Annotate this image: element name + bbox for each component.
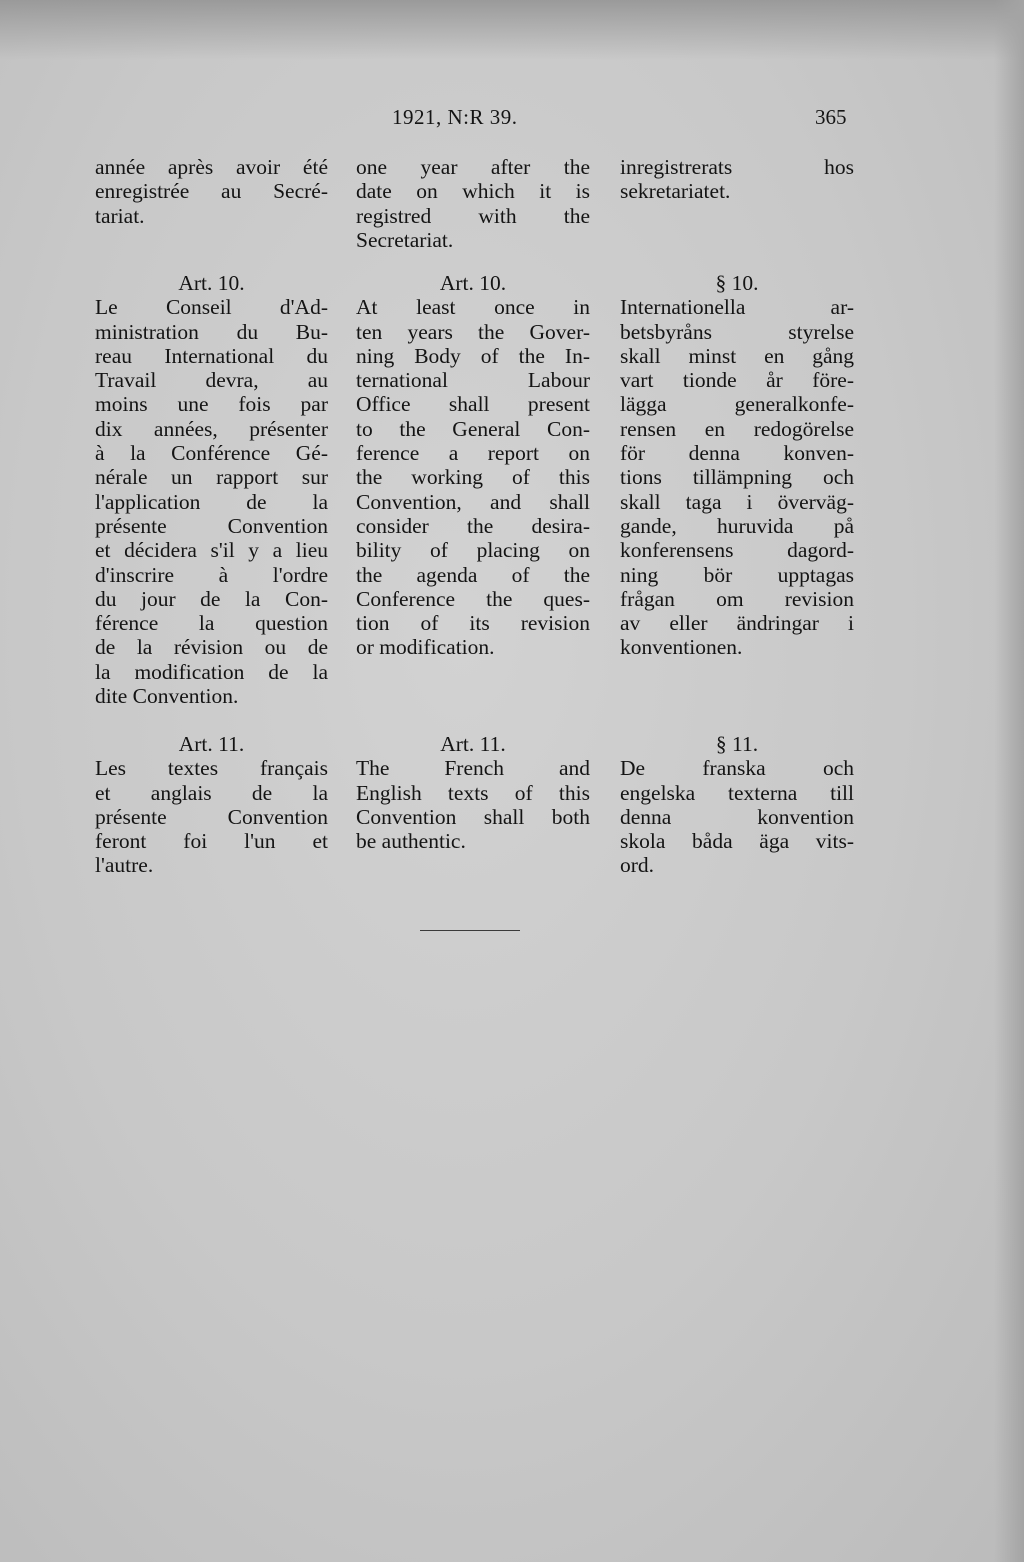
text-line: dix années, présenter (95, 416, 328, 441)
swedish-art10-heading: § 10. (715, 271, 759, 295)
text-line: férence la question (95, 611, 328, 636)
text-line: frågan om revision (620, 586, 854, 611)
french-intro (95, 155, 328, 228)
text-line: Office shall present (356, 392, 590, 417)
french-art10-text (95, 295, 328, 708)
text-line: présente Convention (95, 513, 328, 538)
text-line: Les textes français (95, 756, 328, 781)
swedish-art11 (620, 732, 854, 878)
english-art11-heading: Art. 11. (440, 732, 506, 756)
footnote-rule (420, 930, 520, 931)
english-art10 (356, 271, 590, 660)
text-line: reau International du (95, 343, 328, 368)
text-line: du jour de la Con- (95, 586, 328, 611)
text-line: skola båda äga vits- (620, 829, 854, 854)
text-line: l'autre. (95, 853, 154, 878)
text-line: enregistrée au Secré- (95, 179, 328, 204)
text-line: inregistrerats hos (620, 155, 854, 179)
text-line: ord. (620, 853, 655, 878)
french-art11-heading: Art. 11. (178, 732, 245, 756)
english-art10-text (356, 295, 590, 659)
text-line: bility of placing on (356, 538, 590, 563)
text-line: denna konvention (620, 804, 854, 829)
text-line: one year after the (356, 155, 590, 179)
text-line: ference a report on (356, 441, 590, 466)
text-line: consider the desira- (356, 513, 590, 538)
text-line: konventionen. (620, 635, 743, 660)
swedish-art10-text (620, 295, 854, 659)
text-line: registred with the (356, 203, 590, 228)
text-line: à la Conférence Gé- (95, 441, 328, 466)
english-art10-heading: Art. 10. (439, 271, 507, 295)
text-line: skall taga i överväg- (620, 489, 854, 514)
text-line: för denna konven- (620, 441, 854, 466)
text-line: or modification. (356, 635, 495, 660)
text-line: ning bör upptagas (620, 562, 854, 587)
text-line: av eller ändringar i (620, 611, 854, 636)
text-line: be authentic. (356, 829, 466, 854)
text-line: Convention, and shall (356, 489, 590, 514)
swedish-intro (620, 155, 854, 204)
text-line: la modification de la (95, 659, 328, 684)
text-line: tariat. (95, 203, 145, 228)
text-line: ministration du Bu- (95, 319, 328, 344)
english-intro (356, 155, 590, 252)
text-line: tion of its revision (356, 611, 590, 636)
swedish-art11-heading: § 11. (715, 732, 759, 756)
french-art11 (95, 732, 328, 878)
text-line: moins une fois par (95, 392, 328, 417)
text-line: konferensens dagord- (620, 538, 854, 563)
text-line: The French and (356, 756, 590, 781)
running-header (0, 105, 1024, 135)
text-line: Conference the ques- (356, 586, 590, 611)
french-art10-heading: Art. 10. (178, 271, 245, 295)
text-line: to the General Con- (356, 416, 590, 441)
english-art11-text (356, 756, 590, 853)
text-line: sekretariatet. (620, 179, 731, 204)
text-line: feront foi l'un et (95, 829, 328, 854)
header-title: 1921, N:R 39. (392, 105, 518, 129)
text-line: gande, huruvida på (620, 513, 854, 538)
right-edge-shadow (994, 0, 1024, 1562)
text-line: ternational Labour (356, 368, 590, 393)
text-line: dite Convention. (95, 684, 239, 709)
text-line: Travail devra, au (95, 368, 328, 393)
french-art11-text (95, 756, 328, 877)
text-line: the working of this (356, 465, 590, 490)
text-line: vart tionde år före- (620, 368, 854, 393)
swedish-art10 (620, 271, 854, 660)
text-line: année après avoir été (95, 155, 328, 179)
text-line: date on which it is (356, 179, 590, 204)
text-line: ten years the Gover- (356, 319, 590, 344)
page-number: 365 (815, 105, 847, 129)
text-line: présente Convention (95, 804, 328, 829)
text-line: d'inscrire à l'ordre (95, 562, 328, 587)
text-line: lägga generalkonfe- (620, 392, 854, 417)
text-line: et anglais de la (95, 780, 328, 805)
text-line: the agenda of the (356, 562, 590, 587)
text-line: Secretariat. (356, 227, 454, 252)
text-line: rensen en redogörelse (620, 416, 854, 441)
text-line: At least once in (356, 295, 590, 320)
text-line: skall minst en gång (620, 343, 854, 368)
text-line: Convention shall both (356, 804, 590, 829)
swedish-art11-text (620, 756, 854, 877)
text-line: tions tillämpning och (620, 465, 854, 490)
text-line: betsbyråns styrelse (620, 319, 854, 344)
top-edge-shadow (0, 0, 1024, 60)
text-line: de la révision ou de (95, 635, 328, 660)
text-line: De franska och (620, 756, 854, 781)
text-line: Internationella ar- (620, 295, 854, 320)
english-art11 (356, 732, 590, 853)
text-line: l'application de la (95, 489, 328, 514)
french-art10 (95, 271, 328, 708)
text-line: engelska texterna till (620, 780, 854, 805)
text-line: Le Conseil d'Ad- (95, 295, 328, 320)
text-line: nérale un rapport sur (95, 465, 328, 490)
text-line: English texts of this (356, 780, 590, 805)
text-line: et décidera s'il y a lieu (95, 538, 328, 563)
text-line: ning Body of the In- (356, 343, 590, 368)
